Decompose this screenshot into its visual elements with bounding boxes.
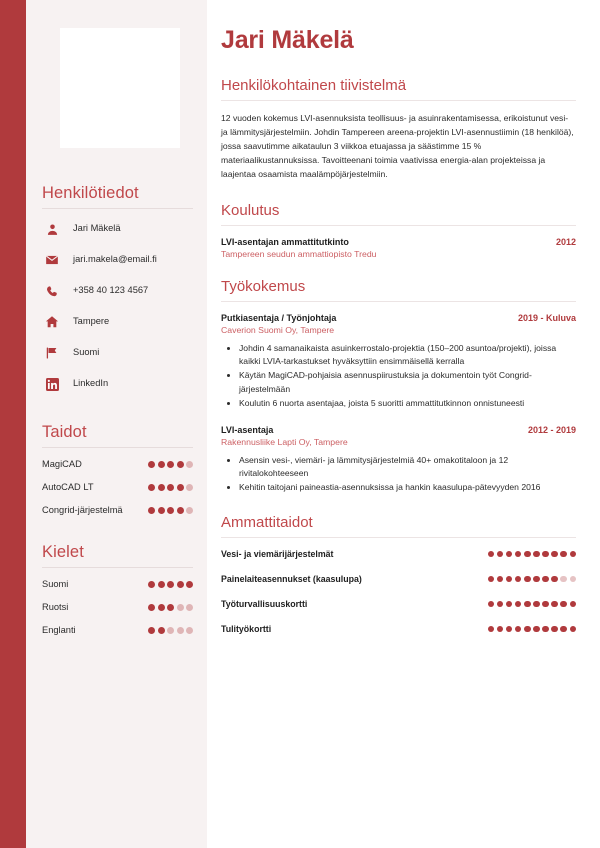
rating-dot bbox=[177, 627, 184, 634]
rating-dot bbox=[148, 461, 155, 468]
rating-dot bbox=[497, 626, 504, 633]
rating-dot bbox=[524, 576, 531, 583]
rating-dot bbox=[177, 484, 184, 491]
contact-text: LinkedIn bbox=[73, 378, 109, 389]
skills-heading-wrap bbox=[42, 423, 193, 448]
rating-dot bbox=[570, 601, 577, 608]
rating-label: Congrid-järjestelmä bbox=[42, 505, 123, 515]
left-accent-bar bbox=[0, 0, 26, 848]
rating-dot bbox=[542, 576, 549, 583]
professional-skills-list bbox=[221, 549, 576, 634]
experience-entry bbox=[221, 313, 576, 411]
entry-title: Putkiasentaja / Työnjohtaja bbox=[221, 312, 337, 323]
contact-row[interactable] bbox=[42, 220, 193, 238]
rating-dot bbox=[177, 581, 184, 588]
rating-dot bbox=[148, 604, 155, 611]
rating-dot bbox=[570, 551, 577, 558]
entry-date: 2012 - 2019 bbox=[527, 424, 576, 435]
rating-dot bbox=[158, 484, 165, 491]
experience-heading: Työkokemus bbox=[221, 277, 306, 295]
entry-header bbox=[221, 425, 576, 435]
sidebar-section-skills bbox=[42, 423, 193, 515]
summary-heading: Henkilökohtainen tiivistelmä bbox=[221, 77, 407, 94]
professional-skill-row bbox=[221, 574, 576, 584]
contact-text: +358 40 123 4567 bbox=[73, 285, 149, 296]
rating-row bbox=[42, 625, 193, 635]
professional-skill-row bbox=[221, 549, 576, 559]
rating-dots bbox=[148, 461, 193, 468]
rating-dot bbox=[524, 551, 531, 558]
rating-dot bbox=[186, 484, 193, 491]
home-icon bbox=[42, 315, 62, 329]
rating-dot bbox=[533, 576, 540, 583]
rating-dot bbox=[158, 507, 165, 514]
rating-dot bbox=[158, 461, 165, 468]
rating-dot bbox=[186, 604, 193, 611]
skills-heading: Taidot bbox=[42, 423, 87, 441]
experience-list bbox=[221, 313, 576, 495]
rating-dot bbox=[167, 507, 174, 514]
experience-entry bbox=[221, 425, 576, 495]
education-list bbox=[221, 237, 576, 259]
professional-heading: Ammattitaidot bbox=[221, 513, 313, 531]
rating-dot bbox=[167, 627, 174, 634]
rating-label: AutoCAD LT bbox=[42, 482, 94, 492]
rating-dots bbox=[148, 484, 193, 491]
rating-dot bbox=[542, 601, 549, 608]
rating-dots bbox=[148, 581, 193, 588]
contact-text: Tampere bbox=[73, 316, 110, 327]
rating-dot bbox=[497, 576, 504, 583]
rating-dot bbox=[186, 461, 193, 468]
rating-dot bbox=[515, 626, 522, 633]
contact-row[interactable] bbox=[42, 313, 193, 331]
rating-dot bbox=[533, 626, 540, 633]
rating-dot bbox=[560, 576, 567, 583]
entry-title: LVI-asentajan ammattitutkinto bbox=[221, 236, 349, 247]
rating-row bbox=[42, 579, 193, 589]
bullet-item: • Johdin 4 samanaikaista asuinkerrostalo-projektia (150–200 asuntoa/projekti), joissa kaikki LVIA-tarkastukset hyväksyttiin ensimmäisellä kerralla bbox=[239, 342, 576, 369]
professional-skill-label: Tulityökortti bbox=[221, 623, 272, 634]
professional-skill-row bbox=[221, 599, 576, 609]
rating-dot bbox=[506, 551, 513, 558]
rating-dot bbox=[515, 551, 522, 558]
rating-dot bbox=[497, 601, 504, 608]
professional-rating-dots bbox=[488, 601, 576, 608]
bullet-item: • Asensin vesi-, viemäri- ja lämmitysjärjestelmiä 40+ omakotitaloon ja 12 rivitalokohteeseen bbox=[239, 454, 576, 481]
rating-dot bbox=[551, 551, 558, 558]
rating-dot bbox=[560, 601, 567, 608]
rating-row bbox=[42, 505, 193, 515]
rating-dot bbox=[506, 626, 513, 633]
rating-dot bbox=[560, 551, 567, 558]
rating-dot bbox=[177, 604, 184, 611]
rating-dot bbox=[488, 551, 495, 558]
rating-dot bbox=[515, 601, 522, 608]
rating-label: Suomi bbox=[42, 579, 69, 589]
rating-dot bbox=[533, 551, 540, 558]
rating-dot bbox=[488, 576, 495, 583]
rating-dots bbox=[148, 507, 193, 514]
sidebar-section-personal bbox=[42, 184, 193, 393]
rating-dot bbox=[570, 626, 577, 633]
rating-dot bbox=[560, 626, 567, 633]
flag-icon bbox=[42, 346, 62, 360]
rating-dot bbox=[506, 576, 513, 583]
professional-skill-label: Työturvallisuuskortti bbox=[221, 598, 308, 609]
education-heading-wrap bbox=[221, 202, 576, 226]
professional-rating-dots bbox=[488, 551, 576, 558]
rating-dot bbox=[551, 576, 558, 583]
rating-dot bbox=[488, 626, 495, 633]
entry-date: 2019 - Kuluva bbox=[517, 312, 576, 323]
rating-row bbox=[42, 602, 193, 612]
rating-dot bbox=[148, 581, 155, 588]
page-title: Jari Mäkelä bbox=[221, 26, 354, 54]
entry-date: 2012 bbox=[555, 236, 576, 247]
rating-dot bbox=[524, 626, 531, 633]
languages-heading-wrap bbox=[42, 543, 193, 568]
professional-heading-wrap bbox=[221, 514, 576, 538]
rating-dot bbox=[186, 581, 193, 588]
profile-photo-placeholder bbox=[60, 28, 180, 148]
education-entry bbox=[221, 237, 576, 259]
entry-header bbox=[221, 313, 576, 323]
rating-dot bbox=[570, 576, 577, 583]
rating-dots bbox=[148, 604, 193, 611]
rating-dot bbox=[148, 507, 155, 514]
sidebar-section-languages bbox=[42, 543, 193, 635]
experience-heading-wrap bbox=[221, 278, 576, 302]
rating-dot bbox=[488, 601, 495, 608]
rating-row bbox=[42, 482, 193, 492]
rating-dot bbox=[186, 507, 193, 514]
professional-skill-row bbox=[221, 624, 576, 634]
bullet-item: • Käytän MagiCAD-pohjaisia asennuspiirustuksia ja dokumentoin työt Congrid-järjestelmään bbox=[239, 369, 576, 396]
person-icon bbox=[42, 223, 62, 236]
phone-icon bbox=[42, 285, 62, 298]
rating-dot bbox=[551, 626, 558, 633]
rating-dot bbox=[167, 604, 174, 611]
personal-heading-wrap bbox=[42, 184, 193, 209]
entry-header bbox=[221, 237, 576, 247]
rating-dot bbox=[533, 601, 540, 608]
entry-bullets bbox=[221, 454, 576, 495]
rating-dot bbox=[148, 484, 155, 491]
rating-dot bbox=[524, 601, 531, 608]
professional-skill-label: Painelaiteasennukset (kaasulupa) bbox=[221, 573, 362, 584]
professional-rating-dots bbox=[488, 626, 576, 633]
contact-text: jari.makela@email.fi bbox=[73, 254, 157, 265]
rating-dot bbox=[177, 461, 184, 468]
rating-label: Englanti bbox=[42, 625, 76, 635]
rating-dot bbox=[497, 551, 504, 558]
linkedin-icon bbox=[42, 378, 62, 391]
contact-row[interactable] bbox=[42, 375, 193, 393]
rating-dot bbox=[506, 601, 513, 608]
bullet-item: • Kehitin taitojani paineastia-asennuksissa ja hankin kaasulupa-pätevyyden 2016 bbox=[239, 481, 576, 494]
contact-text: Suomi bbox=[73, 347, 100, 358]
bullet-item: • Koulutin 6 nuorta asentajaa, joista 5 suoritti ammattitutkinnon onnistuneesti bbox=[239, 397, 576, 410]
rating-dot bbox=[158, 604, 165, 611]
professional-rating-dots bbox=[488, 576, 576, 583]
entry-organization: Caverion Suomi Oy, Tampere bbox=[221, 324, 335, 335]
languages-list bbox=[42, 579, 193, 635]
sidebar bbox=[26, 0, 207, 848]
contact-row[interactable] bbox=[42, 282, 193, 300]
education-heading: Koulutus bbox=[221, 201, 280, 219]
summary-text: 12 vuoden kokemus LVI-asennuksista teollisuus- ja asuinrakentamisessa, erikoistunut vesi- ja lämmitysjärjestelmiin. Johdin Tampereen areena-projektin LVI-asennustiimin (18 henkilöä), jossa saavutimme aikataulun 3 viikkoa etuajassa ja säästimme 15 % materiaalikustannuksissa. Tavoitteenani toimia vaativissa energia-alan projekteissa ja laajentaa osaamista maalämpöjärjestelmiin. bbox=[221, 113, 574, 179]
rating-dot bbox=[186, 627, 193, 634]
rating-dot bbox=[158, 581, 165, 588]
professional-skill-label: Vesi- ja viemärijärjestelmät bbox=[221, 548, 334, 559]
personal-heading: Henkilötiedot bbox=[42, 184, 139, 202]
rating-dot bbox=[148, 627, 155, 634]
contact-text: Jari Mäkelä bbox=[73, 223, 121, 234]
contact-row[interactable] bbox=[42, 344, 193, 362]
rating-label: Ruotsi bbox=[42, 602, 69, 612]
rating-dot bbox=[542, 551, 549, 558]
skills-list bbox=[42, 459, 193, 515]
entry-title: LVI-asentaja bbox=[221, 424, 274, 435]
rating-row bbox=[42, 459, 193, 469]
rating-label: MagiCAD bbox=[42, 459, 82, 469]
rating-dot bbox=[167, 581, 174, 588]
rating-dot bbox=[167, 484, 174, 491]
contact-row[interactable] bbox=[42, 251, 193, 269]
entry-bullets bbox=[221, 342, 576, 411]
rating-dot bbox=[542, 626, 549, 633]
rating-dot bbox=[515, 576, 522, 583]
rating-dot bbox=[158, 627, 165, 634]
envelope-icon bbox=[42, 253, 62, 267]
contact-list bbox=[42, 220, 193, 393]
rating-dot bbox=[551, 601, 558, 608]
rating-dot bbox=[177, 507, 184, 514]
languages-heading: Kielet bbox=[42, 543, 84, 561]
rating-dots bbox=[148, 627, 193, 634]
summary-heading-wrap bbox=[221, 77, 576, 101]
main-column bbox=[207, 0, 600, 848]
entry-organization: Rakennusliike Lapti Oy, Tampere bbox=[221, 436, 348, 447]
rating-dot bbox=[167, 461, 174, 468]
entry-organization: Tampereen seudun ammattiopisto Tredu bbox=[221, 248, 377, 259]
